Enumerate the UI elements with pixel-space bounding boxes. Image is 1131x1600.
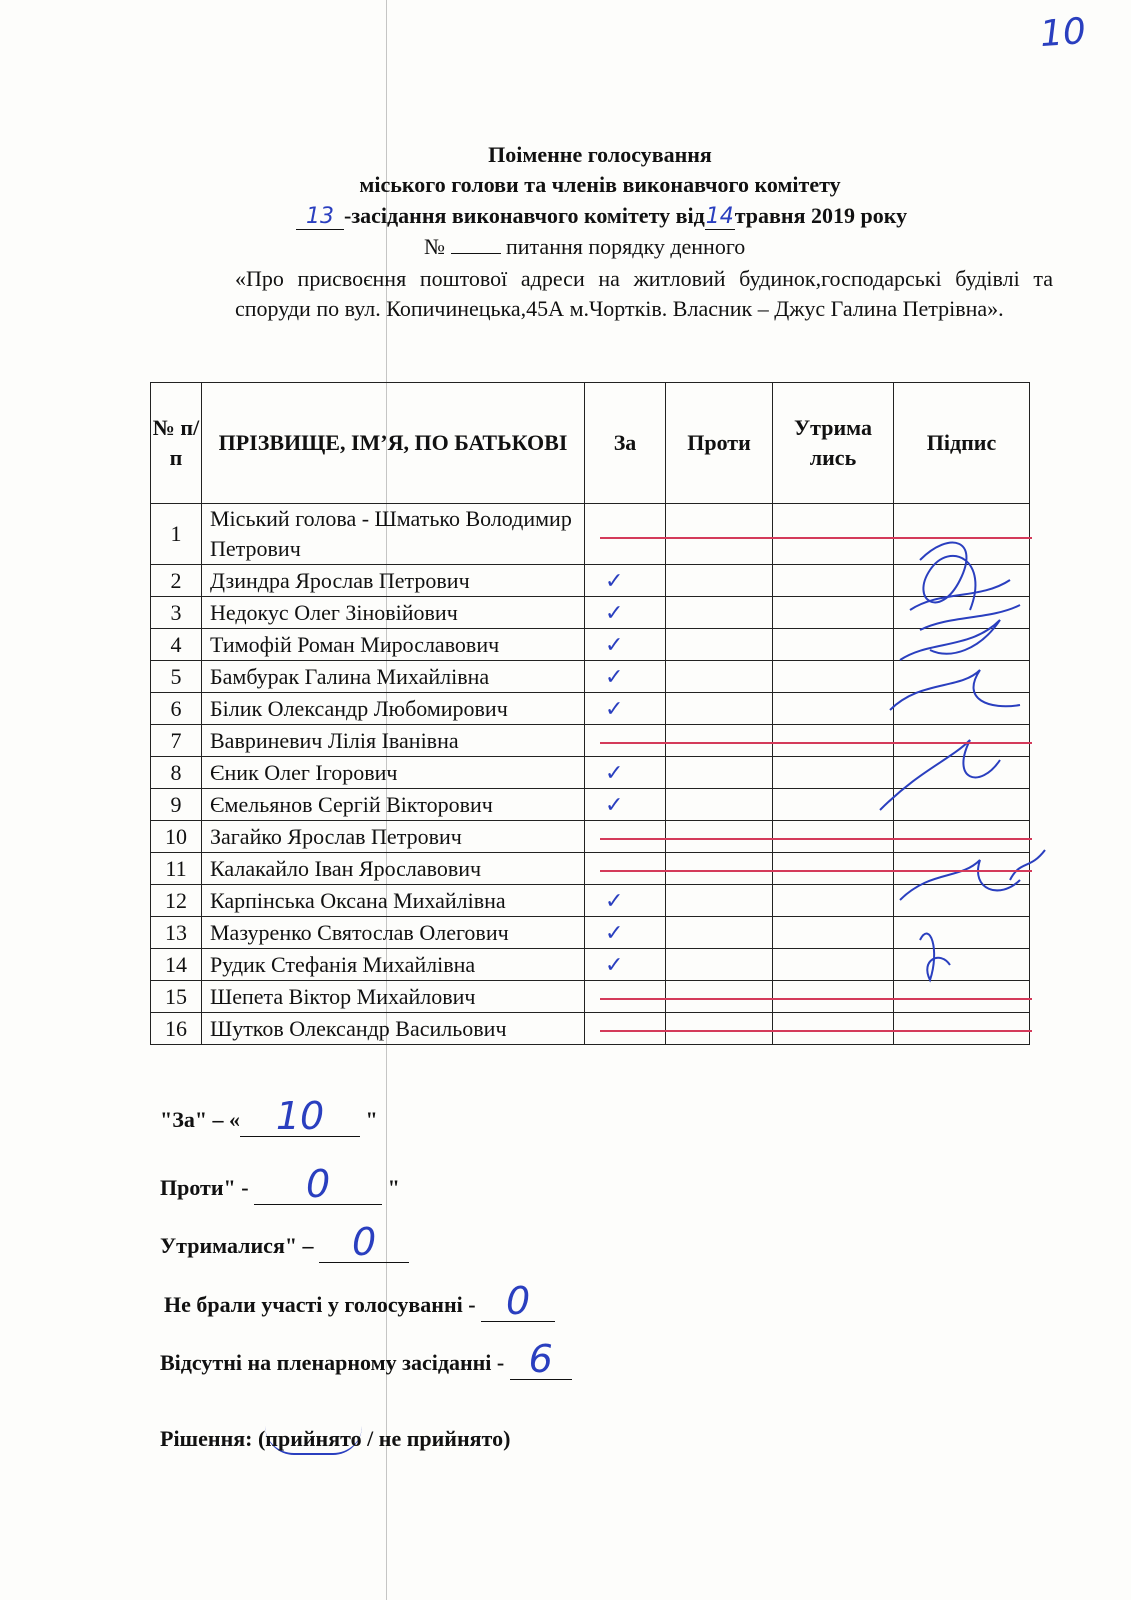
member-name: Карпінська Оксана Михайлівна [202, 885, 585, 917]
vote-against-cell [666, 885, 773, 917]
row-number: 9 [151, 789, 202, 821]
member-name: Дзиндра Ярослав Петрович [202, 565, 585, 597]
signature-mark [910, 580, 1020, 630]
checkmark [585, 857, 605, 882]
vote-for-cell [585, 949, 666, 981]
checkmark: ✓ [605, 952, 624, 978]
member-name: Шепета Віктор Михайлович [202, 981, 585, 1013]
vote-for-cell [585, 565, 666, 597]
session-text: -засідання виконавчого комітету від [344, 203, 705, 228]
agenda-prefix: № [424, 234, 445, 259]
checkmark: ✓ [605, 760, 624, 786]
checkmark [585, 522, 605, 547]
total-against [160, 1160, 400, 1205]
signature-cell [894, 1013, 1030, 1045]
signature-mark [900, 850, 1045, 900]
vote-for-cell [585, 629, 666, 661]
checkmark: ✓ [605, 664, 624, 690]
vote-for-cell [585, 981, 666, 1013]
checkmark [585, 1017, 605, 1042]
header-abstained: Утрима лись [773, 383, 894, 504]
strike-line [600, 838, 1032, 840]
row-number: 6 [151, 693, 202, 725]
vote-against-cell [666, 757, 773, 789]
vote-against-cell [666, 821, 773, 853]
signature-mark [900, 620, 1000, 660]
checkmark: ✓ [605, 888, 624, 914]
member-name: Білик Олександр Любомирович [202, 693, 585, 725]
total-for-value: 10 [275, 1094, 325, 1138]
signature-mark [920, 934, 950, 980]
document-title [160, 140, 1040, 200]
page-number: 10 [1038, 10, 1088, 56]
handwritten-signatures [860, 520, 1060, 990]
total-abstained [160, 1218, 409, 1263]
row-number: 7 [151, 725, 202, 757]
checkmark: ✓ [605, 632, 624, 658]
signature-mark [920, 543, 975, 610]
member-name: Тимофій Роман Мирославович [202, 629, 585, 661]
checkmark: ✓ [605, 792, 624, 818]
row-number: 16 [151, 1013, 202, 1045]
header-against: Проти [666, 383, 773, 504]
header-signature: Підпис [894, 383, 1030, 504]
total-absent-value: 6 [528, 1337, 553, 1381]
session-month-year: травня 2019 року [734, 203, 908, 228]
member-name: Рудик Стефанія Михайлівна [202, 949, 585, 981]
row-number: 8 [151, 757, 202, 789]
vote-for-cell [585, 853, 666, 885]
vote-against-cell [666, 504, 773, 565]
row-number: 13 [151, 917, 202, 949]
vote-abstained-cell [773, 1013, 894, 1045]
strike-line [600, 998, 1032, 1000]
row-number: 14 [151, 949, 202, 981]
checkmark [585, 729, 605, 754]
checkmark: ✓ [605, 568, 624, 594]
member-name: Ємельянов Сергій Вікторович [202, 789, 585, 821]
decision-label: Рішення: ( [160, 1426, 266, 1451]
row-number: 5 [151, 661, 202, 693]
checkmark: ✓ [605, 600, 624, 626]
signature-mark [890, 670, 1020, 710]
total-abstained-value: 0 [351, 1220, 377, 1264]
member-name: Бамбурак Галина Михайлівна [202, 661, 585, 693]
row-number: 1 [151, 504, 202, 565]
total-not-voted-value: 0 [505, 1279, 531, 1323]
strike-line [600, 742, 1032, 744]
vote-against-cell [666, 693, 773, 725]
checkmark: ✓ [605, 696, 624, 722]
checkmark [585, 825, 605, 850]
vote-against-cell [666, 661, 773, 693]
vote-for-cell [585, 917, 666, 949]
table-row [151, 1013, 1030, 1045]
header-for: За [585, 383, 666, 504]
vote-for-cell [585, 725, 666, 757]
member-name: Міський голова - Шматько Володимир Петрович [202, 504, 585, 565]
row-number: 4 [151, 629, 202, 661]
member-name: Мазуренко Святослав Олегович [202, 917, 585, 949]
total-not-voted-label: Не брали участі у голосуванні - [164, 1292, 482, 1317]
row-number: 3 [151, 597, 202, 629]
vote-for-cell [585, 504, 666, 565]
vote-for-cell [585, 661, 666, 693]
row-number: 15 [151, 981, 202, 1013]
vote-for-cell [585, 789, 666, 821]
strike-line [600, 870, 1032, 872]
row-number: 11 [151, 853, 202, 885]
decision-rest: / не прийнято) [361, 1426, 511, 1451]
total-not-voted [164, 1277, 555, 1322]
vote-against-cell [666, 629, 773, 661]
strike-line [600, 1030, 1032, 1032]
vote-against-cell [666, 789, 773, 821]
signature-mark [880, 740, 1000, 810]
row-number: 2 [151, 565, 202, 597]
member-name: Шутков Олександр Васильович [202, 1013, 585, 1045]
row-number: 10 [151, 821, 202, 853]
agenda-number-line [424, 234, 745, 260]
checkmark: ✓ [605, 920, 624, 946]
vote-for-cell [585, 1013, 666, 1045]
subject-text: «Про присвоєння поштової адреси на житловий будинок,господарські будівлі та споруди по вул. Копичинецька,45А м.Чортків. Власник – Джус Галина Петрівна». [235, 266, 1053, 321]
vote-against-cell [666, 949, 773, 981]
member-name: Вавриневич Лілія Іванівна [202, 725, 585, 757]
vote-against-cell [666, 917, 773, 949]
row-number: 12 [151, 885, 202, 917]
total-absent [160, 1335, 572, 1380]
session-line [296, 203, 907, 230]
member-name: Загайко Ярослав Петрович [202, 821, 585, 853]
vote-against-cell [666, 1013, 773, 1045]
vote-for-cell [585, 693, 666, 725]
session-number: 13 [306, 204, 334, 229]
total-against-label: Проти" - [160, 1175, 255, 1200]
header-name: ПРІЗВИЩЕ, ІМ’Я, ПО БАТЬКОВІ [202, 383, 585, 504]
member-name: Єник Олег Ігорович [202, 757, 585, 789]
agenda-suffix: питання порядку денного [506, 234, 746, 259]
decision [160, 1426, 510, 1452]
vote-for-cell [585, 885, 666, 917]
strike-line [600, 537, 1032, 539]
header-number: № п/ п [151, 383, 202, 504]
vote-for-cell [585, 821, 666, 853]
vote-for-cell [585, 757, 666, 789]
vote-against-cell [666, 853, 773, 885]
vote-against-cell [666, 981, 773, 1013]
total-against-value: 0 [306, 1162, 331, 1206]
total-abstained-label: Утрималися" – [160, 1233, 320, 1258]
vote-against-cell [666, 725, 773, 757]
member-name: Недокус Олег Зіновійович [202, 597, 585, 629]
title-line-1: Поіменне голосування [488, 142, 712, 167]
total-for-label: "За" – « [160, 1107, 241, 1132]
vote-for-cell [585, 597, 666, 629]
total-against-end: " [382, 1175, 400, 1200]
decision-accepted: прийнято [265, 1426, 361, 1455]
checkmark [585, 985, 605, 1010]
member-name: Калакайло Іван Ярославович [202, 853, 585, 885]
vote-against-cell [666, 597, 773, 629]
total-absent-label: Відсутні на пленарному засіданні - [160, 1350, 510, 1375]
session-day: 14 [705, 204, 734, 229]
table-header-row [151, 383, 1030, 504]
agenda-number-blank [451, 253, 501, 254]
vote-against-cell [666, 565, 773, 597]
total-for [160, 1092, 378, 1137]
title-line-2: міського голови та членів виконавчого комітету [359, 172, 841, 197]
total-for-end: " [360, 1107, 378, 1132]
